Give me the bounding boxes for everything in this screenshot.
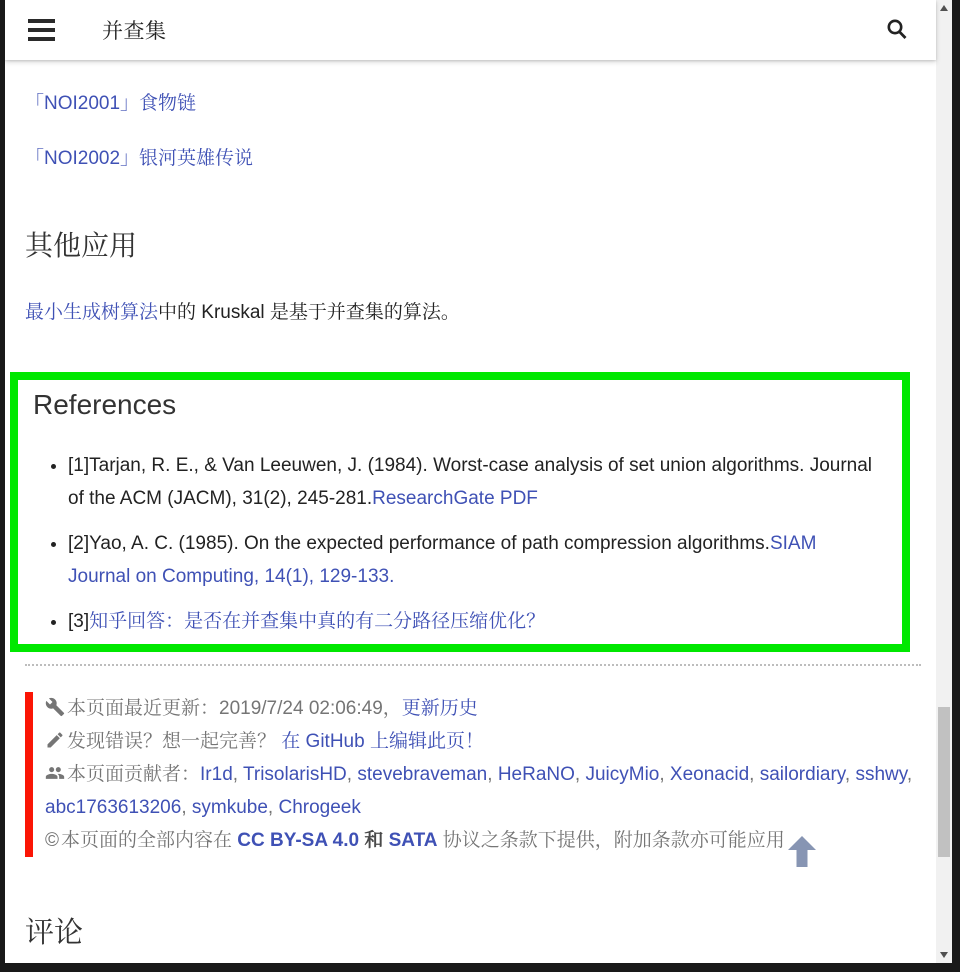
- copyright-icon: ©: [45, 830, 59, 851]
- problem-link-1[interactable]: 「NOI2002」银河英雄传说: [25, 148, 254, 169]
- contributor-link-sailordiary[interactable]: sailordiary: [759, 764, 845, 785]
- scrollbar-thumb[interactable]: [938, 707, 950, 857]
- references-list: [31, 449, 882, 638]
- scroll-down-button[interactable]: [936, 947, 952, 963]
- license-suffix: 协议之条款下提供，附加条款亦可能应用: [437, 830, 785, 851]
- contributor-link-HeRaNO[interactable]: HeRaNO: [497, 764, 575, 785]
- reference-text: [2]Yao, A. C. (1985). On the expected performance of path compression algorithms.: [68, 533, 770, 554]
- people-icon: [45, 761, 65, 781]
- pencil-icon: [45, 728, 65, 748]
- contributor-link-TrisolarisHD[interactable]: TrisolarisHD: [242, 764, 347, 785]
- wrench-icon: [45, 695, 65, 715]
- reference-link-2[interactable]: 知乎回答：是否在并查集中真的有二分路径压缩优化？: [89, 611, 546, 632]
- last-updated-time: 2019/7/24 02:06:49，: [219, 698, 402, 719]
- cc-by-sa-link[interactable]: CC BY-SA 4.0: [237, 830, 360, 851]
- edit-label: 发现错误？想一起完善？: [67, 731, 282, 752]
- scroll-up-arrow-icon: [940, 5, 948, 11]
- contributor-link-Chrogeek[interactable]: Chrogeek: [278, 797, 361, 818]
- reference-item: [68, 605, 882, 638]
- reference-link-1[interactable]: SIAM Journal on Computing, 14(1), 129-133.: [68, 533, 817, 587]
- license-row: [45, 824, 916, 857]
- reference-link-0[interactable]: ResearchGate PDF: [372, 488, 538, 509]
- contributors-label: 本页面贡献者：: [67, 764, 201, 785]
- sata-link[interactable]: SATA: [388, 830, 438, 851]
- contributors-links: Ir1d, TrisolarisHD, stevebraveman, HeRaNO, JuicyMio, Xeonacid, sailordiary, sshwy, abc1763613206, symkube, Chrogeek: [45, 764, 913, 818]
- edit-row: [45, 725, 916, 758]
- page: [5, 0, 936, 963]
- contributor-link-sshwy[interactable]: sshwy: [855, 764, 907, 785]
- comments-heading: 评论: [25, 917, 84, 949]
- back-to-top-arrow-icon: [788, 836, 816, 868]
- page-title: 并查集: [102, 20, 167, 43]
- problem-link-row: [25, 148, 916, 170]
- scrollbar[interactable]: [936, 0, 952, 963]
- problem-link-0[interactable]: 「NOI2001」食物链: [25, 93, 197, 114]
- contributor-link-Xeonacid[interactable]: Xeonacid: [669, 764, 750, 785]
- scroll-down-arrow-icon: [940, 952, 948, 958]
- section-heading-other-apps: 其他应用: [25, 230, 138, 261]
- scroll-up-button[interactable]: [936, 0, 952, 16]
- contributor-link-symkube[interactable]: symkube: [191, 797, 268, 818]
- contributor-link-Ir1d[interactable]: Ir1d: [200, 764, 233, 785]
- back-to-top-button[interactable]: [788, 836, 816, 868]
- reference-item: [68, 449, 882, 515]
- last-updated-row: [45, 692, 916, 725]
- license-prefix: 本页面的全部内容在: [61, 830, 238, 851]
- dotted-divider: [25, 664, 921, 666]
- contributor-link-abc1763613206[interactable]: abc1763613206: [45, 797, 182, 818]
- contributors-row: [45, 758, 916, 824]
- reference-text: [3]: [68, 611, 90, 632]
- page-meta-footer: [25, 692, 916, 857]
- problem-links: [5, 93, 936, 170]
- last-updated-label: 本页面最近更新：: [67, 698, 220, 719]
- update-history-link[interactable]: 更新历史: [401, 698, 478, 719]
- app-bar: [5, 0, 936, 60]
- other-apps-text: 中的 Kruskal 是基于并查集的算法。: [158, 302, 460, 323]
- search-button[interactable]: [884, 17, 910, 43]
- references-highlight-box: [10, 372, 910, 652]
- contributor-link-stevebraveman[interactable]: stevebraveman: [357, 764, 488, 785]
- other-apps-paragraph: [25, 296, 916, 329]
- mst-link[interactable]: 最小生成树算法: [25, 302, 159, 323]
- references-heading: References: [33, 389, 177, 420]
- problem-link-row: [25, 93, 916, 115]
- github-edit-link[interactable]: 在 GitHub 上编辑此页！: [281, 731, 484, 752]
- reference-item: [68, 527, 882, 593]
- hamburger-menu-button[interactable]: [28, 19, 55, 41]
- search-icon: [884, 17, 910, 43]
- reference-text: [1]Tarjan, R. E., & Van Leeuwen, J. (1984). Worst-case analysis of set union algorithms. Journal of the ACM (JACM), 31(2), 245-281.: [68, 455, 873, 509]
- contributor-link-JuicyMio[interactable]: JuicyMio: [585, 764, 660, 785]
- license-and: 和: [359, 830, 389, 851]
- hamburger-menu-icon: [28, 19, 55, 23]
